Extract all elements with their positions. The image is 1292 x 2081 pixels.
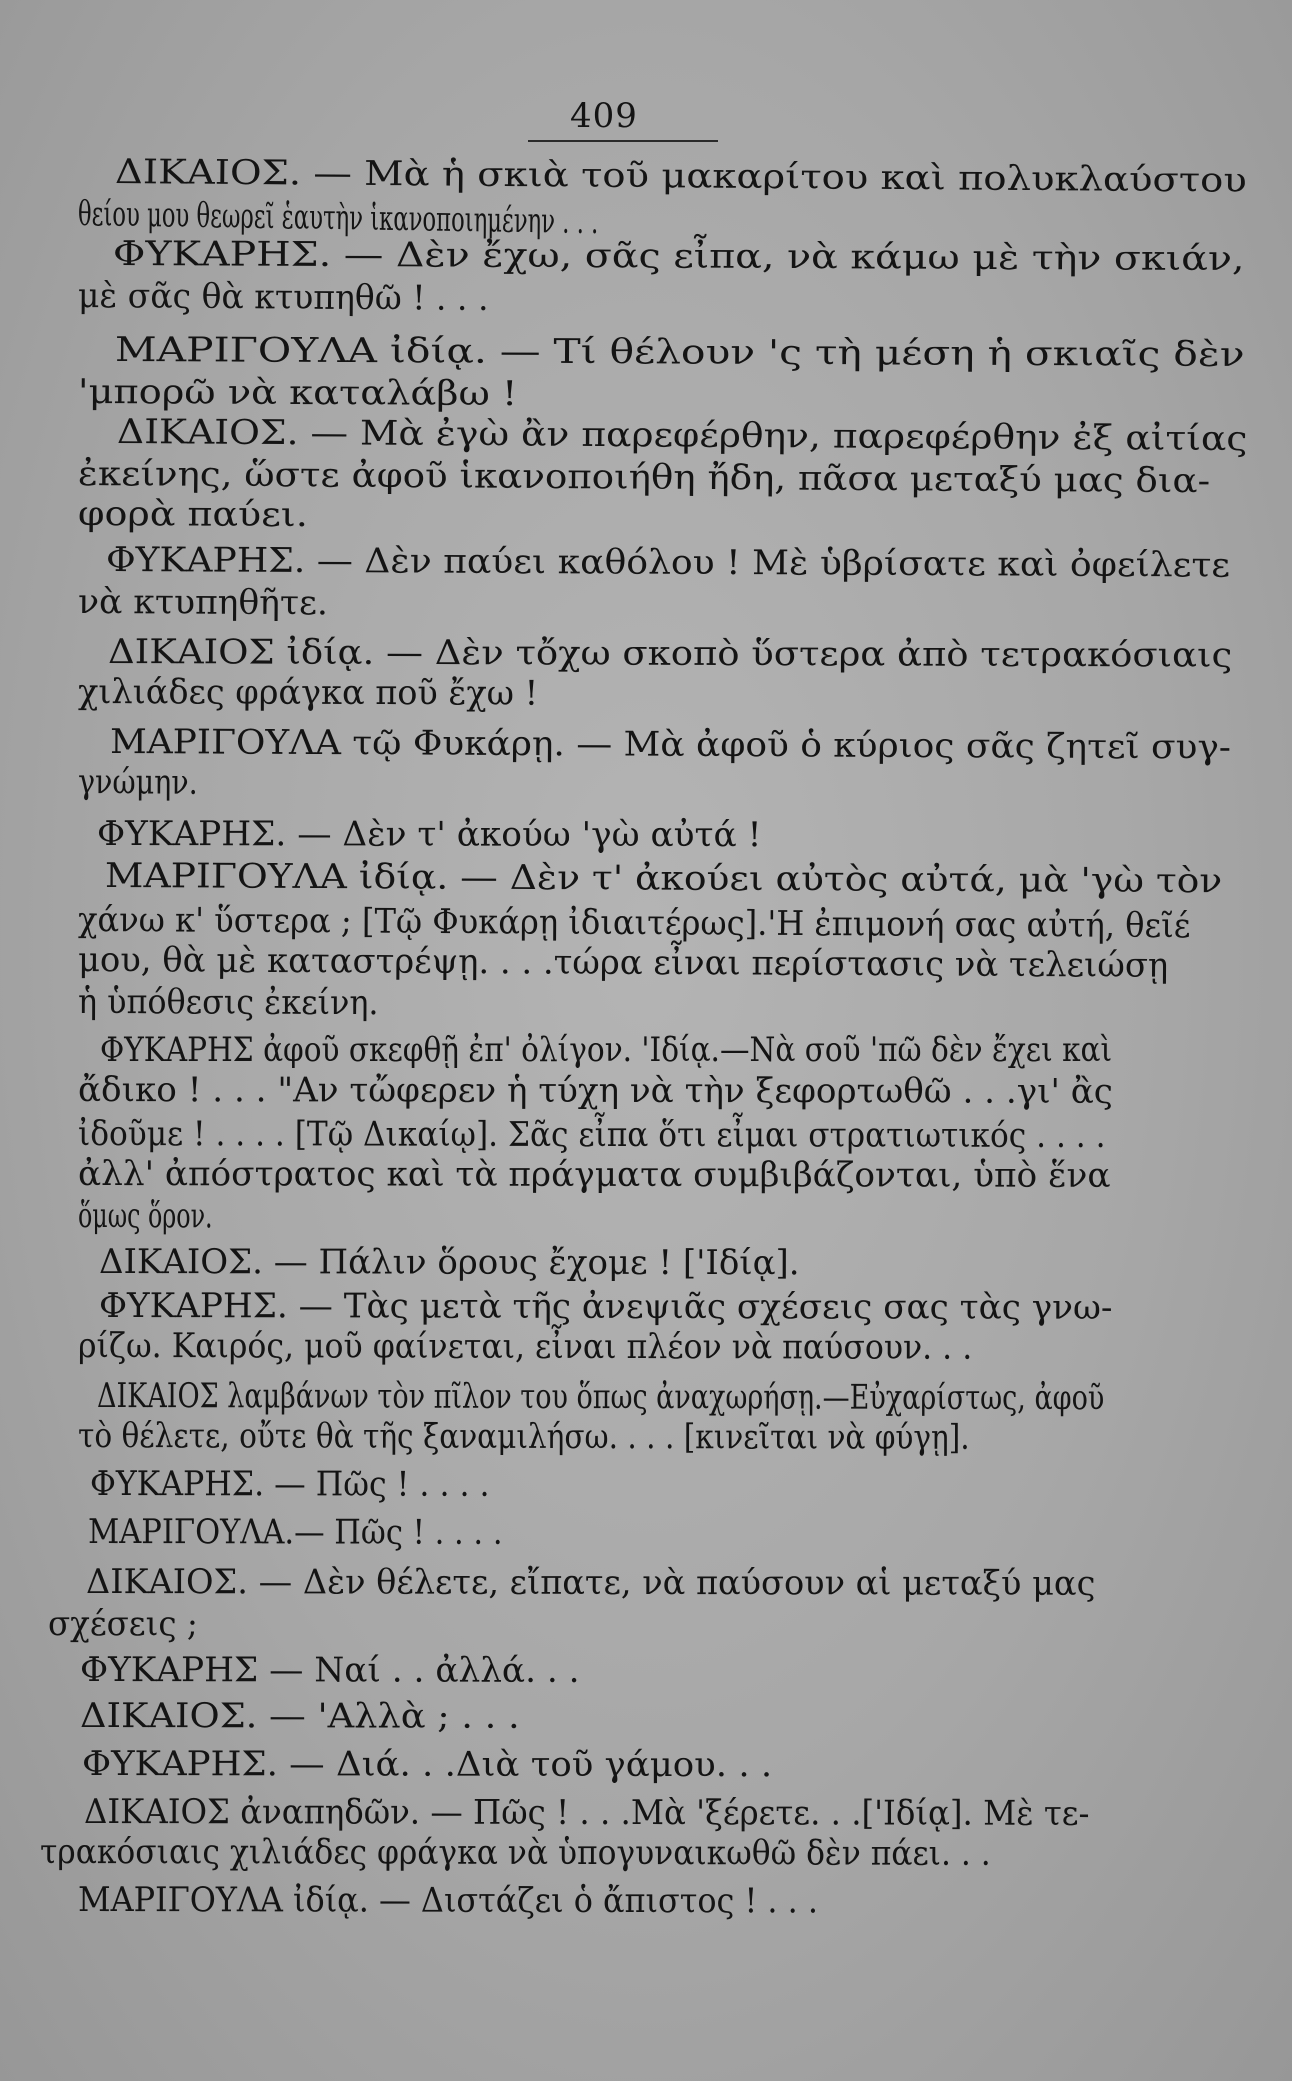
text-line: ΦΥΚΑΡΗΣ. — Δὲν ἔχω, σᾶς εἶπα, νὰ κάμω μὲ τὴν σκιάν, [112, 234, 1245, 280]
text-line: ΦΥΚΑΡΗΣ. — Διά. . .Διὰ τοῦ γάμου. . . [81, 1744, 773, 1786]
text-line: ἰδοῦμε ! . . . . [Τῷ Δικαίῳ]. Σᾶς εἶπα ὅτι εἶμαι στρατιωτικός . . . . [77, 1114, 1106, 1156]
text-line: μου, θὰ μὲ καταστρέψῃ. . . .τώρα εἶναι περίστασις νὰ τελειώσῃ [77, 940, 1169, 986]
text-line: ἀλλ' ἀπόστρατος καὶ τὰ πράγματα συμβιβάζονται, ὑπὸ ἕνα [77, 1154, 1111, 1196]
text-line: ΜΑΡΙΓΟΥΛΑ ἰδίᾳ. — Τί θέλουν 'ς τὴ μέση ἡ σκιαῖς δὲν [114, 330, 1245, 375]
text-line: γνώμην. [77, 762, 198, 803]
text-line: ΦΥΚΑΡΗΣ. — Πῶς ! . . . . [89, 1464, 490, 1505]
text-line: ΜΑΡΙΓΟΥΛΑ.— Πῶς ! . . . . [87, 1512, 503, 1553]
page-number: 409 [570, 96, 638, 136]
text-line: ΦΥΚΑΡΗΣ. — Τὰς μετὰ τῆς ἀνεψιᾶς σχέσεις σας τὰς γνω- [98, 1286, 1113, 1328]
text-line: ΔΙΚΑΙΟΣ. — Μὰ ἐγὼ ἂν παρεφέρθην, παρεφέρθην ἐξ αἰτίας [116, 412, 1248, 460]
text-line: ΦΥΚΑΡΗΣ ἀφοῦ σκεφθῇ ἐπ' ὀλίγον. 'Ιδίᾳ.—Νὰ σοῦ 'πῶ δὲν ἔχει καὶ [100, 1030, 1113, 1070]
text-line: νὰ κτυπηθῆτε. [77, 582, 328, 624]
text-line: ΔΙΚΑΙΟΣ ἰδίᾳ. — Δὲν τὄχω σκοπὸ ὕστερα ἀπὸ τετρακόσιαις [107, 632, 1233, 676]
text-line: ΔΙΚΑΙΟΣ. — Δὲν θέλετε, εἴπατε, νὰ παύσουν αἱ μεταξύ μας [85, 1562, 1096, 1604]
text-line: ρίζω. Καιρός, μοῦ φαίνεται, εἶναι πλέον νὰ παύσουν. . . [77, 1326, 973, 1368]
text-line: ἡ ὑπόθεσις ἐκείνη. [77, 982, 379, 1024]
text-line: ὅμως ὅρον. [77, 1196, 213, 1237]
text-line: ΔΙΚΑΙΟΣ. — 'Αλλὰ ; . . . [79, 1696, 520, 1737]
text-line: ἄδικο ! . . . "Αν τὤφερεν ἡ τύχη νὰ τὴν ξεφορτωθῶ . . .γι' ἂς [77, 1070, 1113, 1112]
text-line: ΔΙΚΑΙΟΣ. — Πάλιν ὅρους ἔχομε ! ['Ιδίᾳ]. [98, 1242, 800, 1284]
text-line: ΜΑΡΙΓΟΥΛΑ τῷ Φυκάρῃ. — Μὰ ἀφοῦ ὁ κύριος σᾶς ζητεῖ συγ- [109, 722, 1232, 768]
text-line: ΦΥΚΑΡΗΣ — Ναί . . ἀλλά. . . [79, 1650, 580, 1691]
text-line: ΜΑΡΙΓΟΥΛΑ ἰδίᾳ. — Δὲν τ' ἀκούει αὐτὸς αὐτά, μὰ 'γὼ τὸν [104, 856, 1223, 902]
text-line: ἐκείνης, ὥστε ἀφοῦ ἱκανοποιήθη ἤδη, πᾶσα μεταξύ μας δια- [77, 454, 1211, 502]
text-line: φορὰ παύει. [77, 494, 308, 536]
text-line: θείου μου θεωρεῖ ἑαυτὴν ἱκανοποιημένην . . . [77, 194, 599, 243]
text-line: ΔΙΚΑΙΟΣ. — Μὰ ἡ σκιὰ τοῦ μακαρίτου καὶ πολυκλαύστου [114, 152, 1247, 201]
text-line: μὲ σᾶς θὰ κτυπηθῶ ! . . . [77, 276, 489, 319]
text-line: ΦΥΚΑΡΗΣ. — Δὲν τ' ἀκούω 'γὼ αὐτά ! [96, 814, 762, 856]
text-line: ΦΥΚΑΡΗΣ. — Δὲν παύει καθόλου ! Μὲ ὑβρίσατε καὶ ὀφείλετε [105, 540, 1231, 586]
text-line: χιλιάδες φράγκα ποῦ ἔχω ! [77, 672, 539, 714]
text-line: ΜΑΡΙΓΟΥΛΑ ἰδίᾳ. — Διστάζει ὁ ἄπιστος ! . . . [77, 1880, 819, 1922]
text-line: τρακόσιαις χιλιάδες φράγκα νὰ ὑπογυναικωθῶ δὲν πάει. . . [39, 1832, 991, 1874]
text-line: χάνω κ' ὕστερα ; [Τῷ Φυκάρῃ ἰδιαιτέρως].'Η ἐπιμονή σας αὐτή, θεῖέ [77, 900, 1191, 947]
text-line: ΔΙΚΑΙΟΣ λαμβάνων τὸν πῖλον του ὅπως ἀναχωρήσῃ.—Εὐχαρίστως, ἀφοῦ [96, 1376, 1105, 1419]
text-line: τὸ θέλετε, οὔτε θὰ τῆς ξαναμιλήσω. . . . [κινεῖται νὰ φύγῃ]. [77, 1416, 970, 1458]
text-line: σχέσεις ; [47, 1604, 198, 1645]
text-line: ΔΙΚΑΙΟΣ ἀναπηδῶν. — Πῶς ! . . .Μὰ 'ξέρετε. . .['Ιδίᾳ]. Μὲ τε- [83, 1792, 1090, 1834]
text-line: 'μπορῶ νὰ καταλάβω ! [77, 372, 518, 415]
